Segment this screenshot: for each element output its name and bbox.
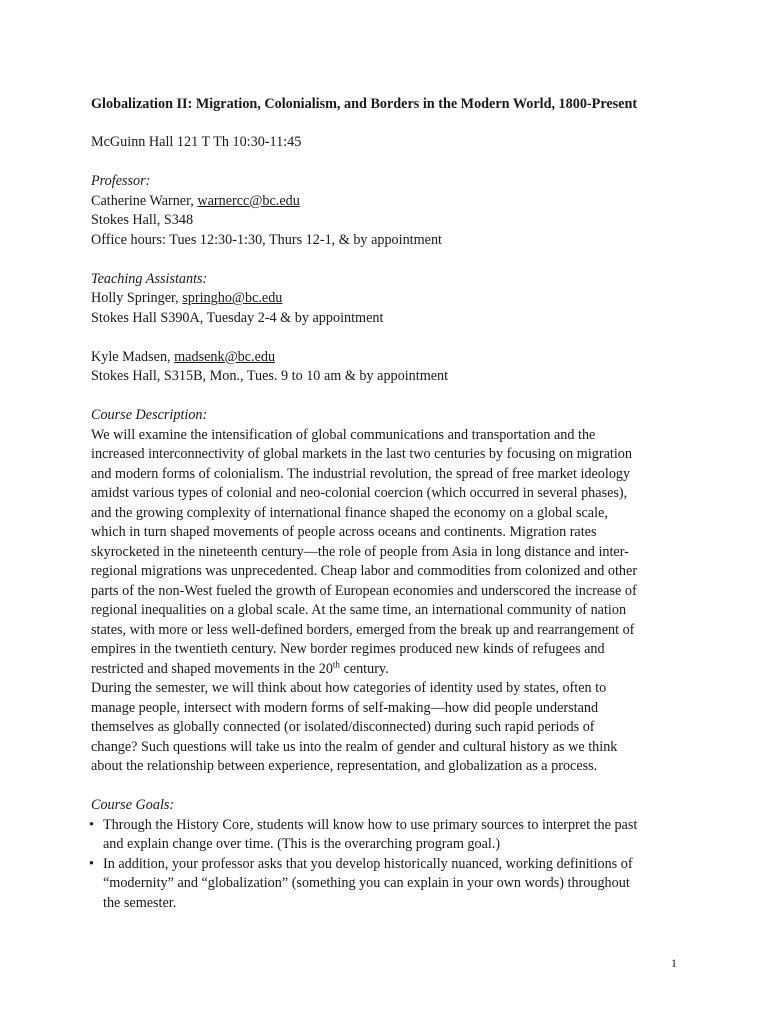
professor-heading: Professor: <box>91 173 151 189</box>
professor-email-link[interactable]: warnercc@bc.edu <box>197 192 300 209</box>
description-paragraph-1 <box>91 426 681 680</box>
course-title: Globalization II: Migration, Colonialism, and Borders in the Modern World, 1800-Present <box>91 96 638 112</box>
ta2-name-line <box>91 348 681 368</box>
description-line: During the semester, we will think about how categories of identity used by states, often to <box>91 680 607 696</box>
bullet-icon: • <box>89 855 94 872</box>
ta2-email-link[interactable]: madsenk@bc.edu <box>174 348 276 365</box>
description-line: regional inequalities on a global scale. At the same time, an international community of nation <box>91 602 627 618</box>
ta2-section <box>91 348 681 387</box>
course-description-section <box>91 406 681 679</box>
description-last-tail: century. <box>339 660 389 677</box>
ta1-name-line <box>91 289 681 309</box>
course-goals-heading: Course Goals: <box>91 797 175 813</box>
description-line: We will examine the intensification of global communications and transportation and the <box>91 426 596 443</box>
goal-line: and explain change over time. (This is the overarching program goal.) <box>103 836 501 852</box>
professor-section <box>91 172 681 250</box>
document-page <box>91 94 681 913</box>
description-line: change? Such questions will take us into the realm of gender and cultural history as we think <box>91 738 618 755</box>
description-last-line <box>91 660 681 680</box>
description-line: about the relationship between experience, representation, and globalization as a process. <box>91 758 598 774</box>
description-paragraph-2 <box>91 679 681 777</box>
description-line: skyrocketed in the nineteenth century—the role of people from Asia in long distance and inter- <box>91 543 629 560</box>
description-line: themselves as globally connected (or isolated/disconnected) during such rapid periods of <box>91 719 595 735</box>
teaching-assistants-section <box>91 270 681 329</box>
bullet-icon: • <box>89 816 94 833</box>
description-line: and the growing complexity of international finance shaped the economy on a global scale, <box>91 504 608 521</box>
description-line: empires in the twentieth century. New border regimes produced new kinds of refugees and <box>91 641 605 657</box>
goal-line: In addition, your professor asks that you develop historically nuanced, working definitions of <box>103 855 633 872</box>
course-goals-list <box>91 816 681 914</box>
description-line: which in turn shaped movements of people across oceans and continents. Migration rates <box>91 524 597 540</box>
ta1-name: Holly Springer, <box>91 290 183 306</box>
description-line: increased interconnectivity of global markets in the last two centuries by focusing on migration <box>91 446 632 462</box>
professor-name: Catherine Warner, <box>91 192 198 209</box>
professor-office: Stokes Hall, S348 <box>91 212 194 228</box>
ta1-email-link[interactable]: springho@bc.edu <box>182 290 283 306</box>
goal-line: “modernity” and “globalization” (something you can explain in your own words) throughout <box>103 875 630 891</box>
list-item <box>91 816 681 855</box>
course-goals-section <box>91 796 681 913</box>
ordinal-superscript: th <box>332 658 340 669</box>
description-line: regional migrations was unprecedented. Cheap labor and commodities from colonized and other <box>91 563 638 579</box>
description-line: manage people, intersect with modern forms of self-making—how did people understand <box>91 699 599 716</box>
ta2-office: Stokes Hall, S315B, Mon., Tues. 9 to 10 am & by appointment <box>91 368 449 384</box>
teaching-assistants-heading: Teaching Assistants: <box>91 270 208 287</box>
description-line: amidst various types of colonial and neo-colonial coercion (which occurred in several phases), <box>91 485 628 501</box>
course-location: McGuinn Hall 121 T Th 10:30-11:45 <box>91 134 302 150</box>
professor-name-line <box>91 192 681 212</box>
professor-office-hours: Office hours: Tues 12:30-1:30, Thurs 12-1, & by appointment <box>91 231 442 248</box>
description-last-text: restricted and shaped movements in the 20 <box>91 660 333 677</box>
goal-line: Through the History Core, students will know how to use primary sources to interpret the past <box>103 816 638 833</box>
ta1-office: Stokes Hall S390A, Tuesday 2-4 & by appointment <box>91 309 384 326</box>
ta2-name: Kyle Madsen, <box>91 348 175 365</box>
description-line: and modern forms of colonialism. The industrial revolution, the spread of free market ideology <box>91 465 631 482</box>
page-number: 1 <box>671 956 677 970</box>
description-line: states, with more or less well-defined borders, emerged from the break up and rearrangement of <box>91 621 635 638</box>
list-item <box>91 855 681 914</box>
goal-line: the semester. <box>103 894 177 911</box>
course-description-heading: Course Description: <box>91 407 208 423</box>
description-line: parts of the non-West fueled the growth of European economies and underscored the increase of <box>91 582 637 599</box>
